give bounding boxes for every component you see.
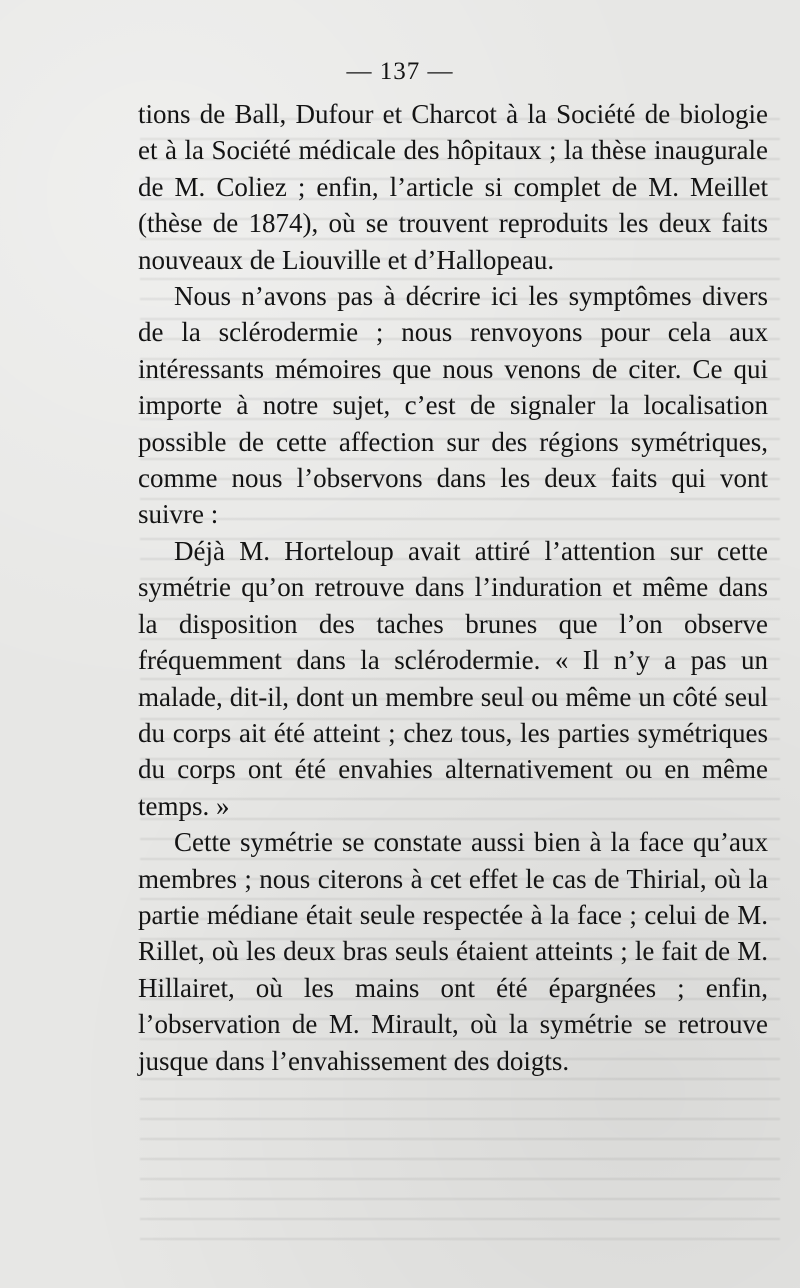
body-text (138, 96, 768, 1079)
page-number: — 137 — (346, 58, 454, 85)
paragraph-2: Nous n’avons pas à décrire ici les symptômes divers de la sclérodermie ; nous renvoyons pour cela aux intéressants mémoires que nous venons de citer. Ce qui importe à notre sujet, c’est de signaler la localisation possible de cette affection sur des régions symétriques, comme nous l’observons dans les deux faits qui vont suivre : (138, 281, 768, 530)
paragraph-3: Déjà M. Horteloup avait attiré l’attention sur cette symétrie qu’on retrouve dans l’induration et même dans la disposition des taches brunes que l’on observe fréquemment dans la sclérodermie. « Il n’y a pas un malade, dit-il, dont un membre seul ou même un côté seul du corps ait été atteint ; chez tous, les parties symétriques du corps ont été envahies alternativement ou en même temps. » (138, 535, 768, 821)
paragraph-1: tions de Ball, Dufour et Charcot à la Société de biologie et à la Société médicale des hôpitaux ; la thèse inaugurale de M. Coliez ; enfin, l’article si complet de M. Meillet (thèse de 1874), où se trouvent reproduits les deux faits nouveaux de Liouville et d’Hallopeau. (138, 99, 768, 275)
paragraph-4: Cette symétrie se constate aussi bien à la face qu’aux membres ; nous citerons à cet effet le cas de Thirial, où la partie médiane était seule respectée à la face ; celui de M. Rillet, où les deux bras seuls étaient atteints ; le fait de M. Hillairet, où les mains ont été épargnées ; enfin, l’observation de M. Mirault, où la symétrie se retrouve jusque dans l’envahissement des doigts. (138, 827, 768, 1076)
